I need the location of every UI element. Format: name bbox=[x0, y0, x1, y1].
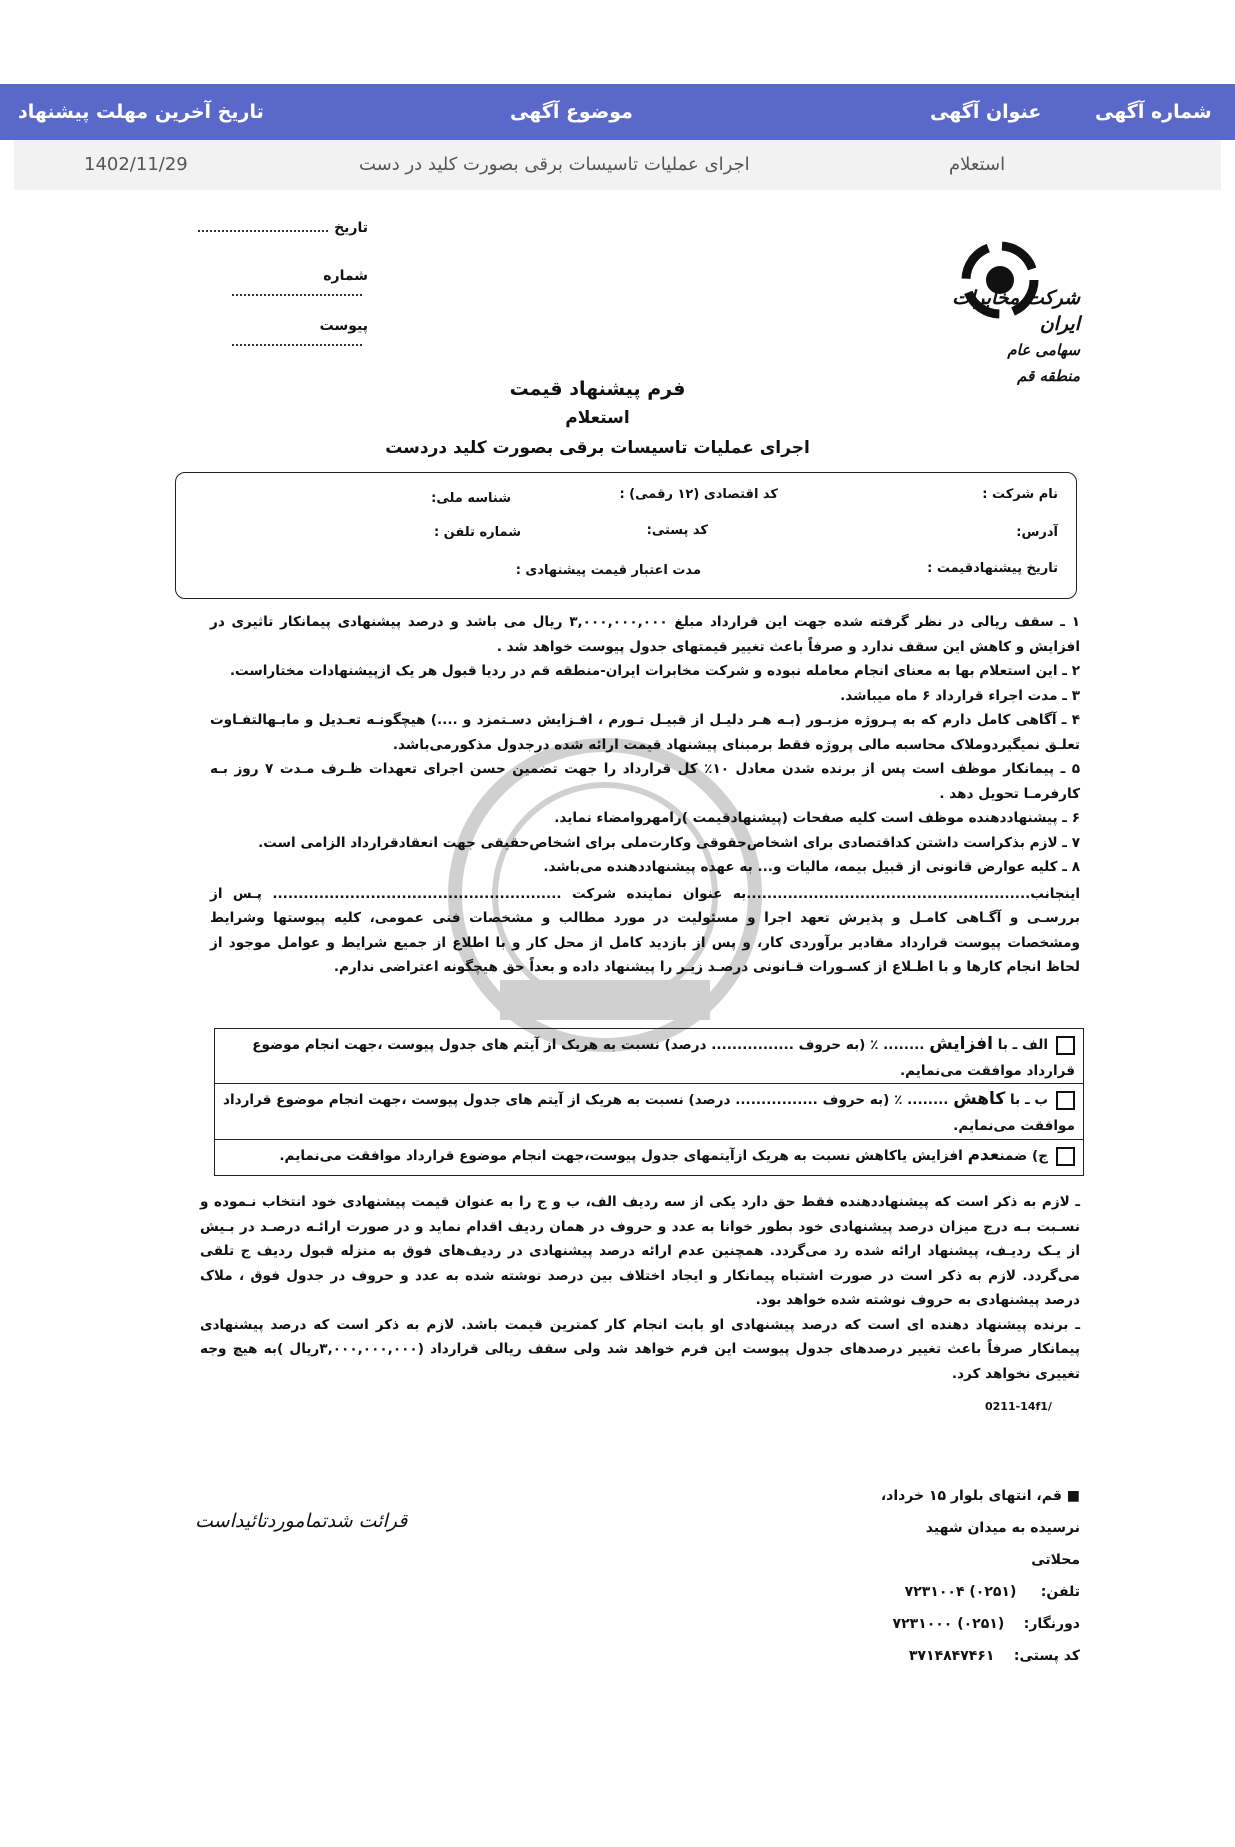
term-item: ۳ ـ مدت اجراء قرارداد ۶ ماه میباشد. bbox=[840, 687, 1080, 704]
field-validity[interactable]: مدت اعتبار قیمت پیشنهادی : bbox=[515, 563, 701, 578]
field-economic-code[interactable]: کد اقتصادی (۱۲ رقمی) : bbox=[619, 487, 778, 502]
term-item: ۷ ـ لازم بذکراست داشتن کداقتصادی برای اشخاص‌حقوقی وکارت‌ملی برای اشخاص‌حقیقی جهت انعقادقرارداد الزامی است. bbox=[258, 834, 1080, 851]
checkbox-icon[interactable] bbox=[1056, 1147, 1075, 1166]
listing-deadline: 1402/11/29 bbox=[84, 154, 188, 175]
header-col-deadline: تاریخ آخرین مهلت پیشنهاد bbox=[18, 101, 264, 123]
declaration-text: اینجانب.......................................................به عنوان نماینده شرکت ........................................................ پـس از بررسـی و آگـاهی کامـل و پذیرش تعهد اجرا و مسئولیت در مورد مطالب و مشخصات فنی عمومی، کلیه پیوستها وشرایط ومشخصات پیوست قرارداد مقادیر برآوردی کار، و پس از بازدید کامل از محل کار و با اطلاع از جمیع شرایط و عوامل موجود از لحاظ انجام کارها و با اطـلاع از کسـورات قـانونی درصـد زیـر را پیشنهاد داده و بعداً حق هیچگونه اعتراضی ندارم. bbox=[210, 885, 1080, 975]
notes bbox=[200, 1190, 1080, 1386]
header-col-number: شماره آگهی bbox=[1095, 101, 1212, 123]
address-line1: ■ قم، انتهای بلوار ۱۵ خرداد، bbox=[880, 1488, 1080, 1504]
form-code: 0211-14f1/ bbox=[985, 1400, 1052, 1413]
meta-date: تاریخ bbox=[188, 220, 368, 236]
term-item: ۸ ـ کلیه عوارض قانونی از قبیل بیمه، مالیات و... به عهده پیشنهاددهنده می‌باشد. bbox=[543, 859, 1080, 875]
field-national-id[interactable]: شناسه ملی: bbox=[431, 491, 511, 506]
inquiry-document bbox=[0, 190, 1235, 1847]
terms-list bbox=[210, 610, 1080, 980]
logo-company-type: سهامی عام bbox=[1007, 341, 1080, 359]
option-no-change[interactable]: ج) ضمنعدم افزایش یاکاهش نسبت به هریک ازآیتمهای جدول پیوست،جهت انجام موضوع قرارداد موافقت می‌نمایم. bbox=[214, 1140, 1084, 1176]
checkbox-icon[interactable] bbox=[1056, 1036, 1075, 1055]
listing-subject: اجرای عملیات تاسیسات برقی بصورت کلید در دست bbox=[359, 154, 750, 175]
company-address bbox=[880, 1480, 1080, 1672]
field-postal-code[interactable]: کد پستی: bbox=[646, 523, 708, 538]
form-title: فرم پیشنهاد قیمت bbox=[509, 378, 686, 400]
header-col-subject: موضوع آگهی bbox=[510, 101, 633, 123]
checkbox-icon[interactable] bbox=[1056, 1091, 1075, 1110]
address-fax: دورنگار: (۰۲۵۱) ۷۲۳۱۰۰۰ bbox=[892, 1616, 1080, 1632]
address-phone: تلفن: (۰۲۵۱) ۷۲۳۱۰۰۴ bbox=[904, 1584, 1080, 1600]
note-item: ـ برنده پیشنهاد دهنده ای است که درصد پیشنهادی او بابت انجام کار کمترین قیمت باشد. لازم به ذکر است که درصد پیشنهادی پیمانکار صرفاً باعث تغییر درصدهای جدول پیوست این فرم خواهد شد ولی سقف ریالی قرارداد (۳,۰۰۰,۰۰۰,۰۰۰ریال )به هیچ وجه تغییری نخواهد کرد. bbox=[200, 1316, 1080, 1382]
listing-title: استعلام bbox=[949, 154, 1006, 175]
meta-number: شماره bbox=[188, 268, 368, 300]
term-item: ۵ ـ پیمانکار موظف است پس از برنده شدن معادل ۱۰٪ کل قرارداد را جهت تضمین حسن اجرای تعهدات ظـرف مـدت ۷ روز بـه کارفرمـا تحویل دهد . bbox=[210, 761, 1081, 802]
listing-header bbox=[0, 84, 1235, 140]
term-item: ۶ ـ پیشنهاددهنده موظف است کلیه صفحات (پیشنهادقیمت )رامهروامضاء نماید. bbox=[554, 810, 1080, 826]
logo-company-name: شرکت مخابرات ایران bbox=[952, 287, 1080, 335]
address-postal: کد پستی: ۳۷۱۴۸۴۷۴۶۱ bbox=[908, 1648, 1080, 1664]
field-address[interactable]: آدرس: bbox=[1016, 525, 1058, 540]
subject-title: اجرای عملیات تاسیسات برقی بصورت کلید دردست bbox=[385, 438, 810, 458]
inquiry-title: استعلام bbox=[565, 408, 630, 428]
option-decrease[interactable]: ب ـ با کاهش ........ ٪ (به حروف ................ درصد) نسبت به هریک از آیتم های جدول پیوست ،جهت انجام موضوع قرارداد موافقت می‌نمایم. bbox=[214, 1084, 1084, 1140]
field-offer-date[interactable]: تاریخ پیشنهادقیمت : bbox=[927, 561, 1058, 576]
bidder-info-box bbox=[175, 472, 1077, 599]
meta-attachment: پیوست bbox=[188, 318, 368, 350]
address-line2: نرسیده به میدان شهید محلاتی bbox=[925, 1520, 1080, 1568]
note-item: ـ لازم به ذکر است که پیشنهاددهنده فقط حق دارد یکی از سه ردیف الف، ب و ج را به عنوان قیمت پیشنهادی خود انتخاب نـموده و نسـبت بـه درج میزان درصد پیشنهادی خود بطور خوانا به عدد و حروف در همان ردیف اقدام نماید و در صورت ارائـه درصـد در بـیش از یـک ردیـف، پیشنهاد ارائه شده رد می‌گردد. همچنین عدم ارائه درصد پیشنهادی در ردیف‌های فوق به منزله قبول ردیف ج تلقی می‌گردد. لازم به ذکر است در صورت اشتباه پیمانکار و ایجاد اختلاف بین درصد نوشته شده به عدد و حروف در جدول فوق ، ملاک درصد پیشنهادی به حروف نوشته شده خواهد بود. bbox=[200, 1194, 1080, 1308]
field-company[interactable]: نام شرکت : bbox=[982, 487, 1058, 502]
option-increase[interactable]: الف ـ با افزایش ........ ٪ (به حروف ................ درصد) نسبت به هریک از آیتم های جدول پیوست ،جهت انجام موضوع قرارداد موافقت می‌نمایم. bbox=[214, 1028, 1084, 1084]
company-logo-text bbox=[920, 285, 1080, 389]
logo-region: منطقه قم bbox=[1017, 367, 1080, 385]
handwritten-signature: قرائت شدتماموردتائیداست bbox=[195, 1510, 408, 1532]
term-item: ۱ ـ سقف ریالی در نظر گرفته شده جهت این قرارداد مبلغ ۳,۰۰۰,۰۰۰,۰۰۰ ریال می باشد و درصد پیشنهادی پیمانکار تاثیری در افزایش و کاهش این سقف ندارد و صرفاً باعث تغییر قیمتهای جدول پیوست خواهد شد . bbox=[210, 614, 1080, 655]
field-phone[interactable]: شماره تلفن : bbox=[433, 525, 521, 540]
term-item: ۴ ـ آگاهی کامل دارم که به پـروژه مزبـور (بـه هـر دلیـل از قبیـل تـورم ، افـزایش دسـتمزد و ....) هیچگونـه تعـدیل و مابـهالتفـاوت تعلـق نمیگیردوملاک محاسبه مالی پروژه فقط برمبنای پیشنهاد قیمت ارائه شده درجدول مذکورمی‌باشد. bbox=[210, 712, 1080, 753]
header-col-title: عنوان آگهی bbox=[930, 101, 1042, 123]
term-item: ۲ ـ این استعلام بها به معنای انجام معامله نبوده و شرکت مخابرات ایران-منطقه قم در ردیا قبول هر یک ازپیشنهادات مختاراست. bbox=[229, 663, 1080, 679]
listing-row[interactable] bbox=[14, 140, 1221, 190]
